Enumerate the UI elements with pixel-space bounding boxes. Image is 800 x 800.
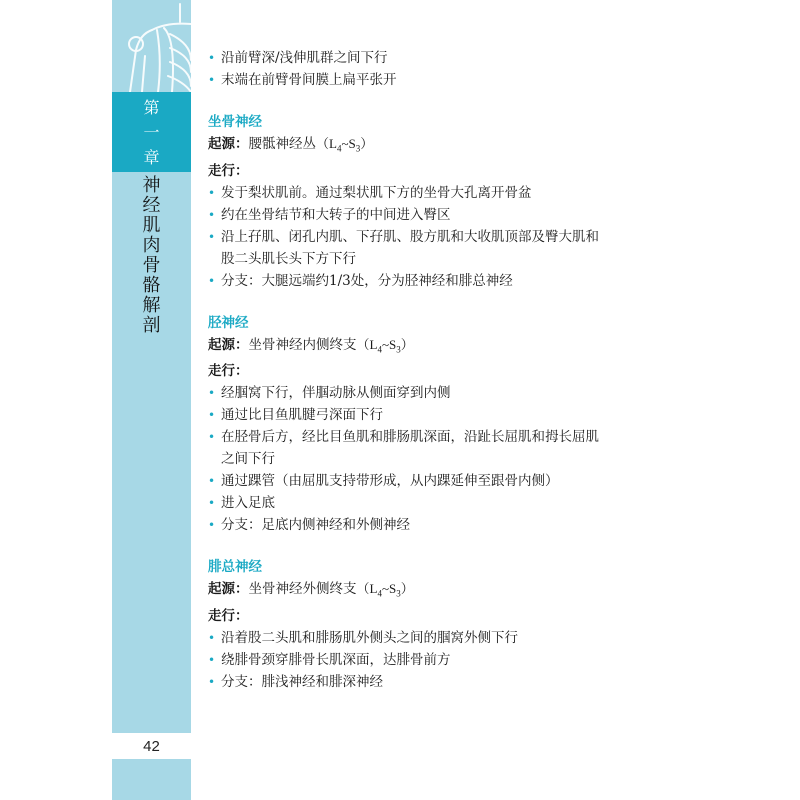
range-to-sub: 3 bbox=[396, 588, 401, 599]
origin-line bbox=[208, 578, 608, 605]
range-from: L bbox=[329, 136, 337, 151]
chapter-title-char: 肉 bbox=[142, 235, 161, 256]
range-to: S bbox=[389, 581, 397, 597]
list-item: • 末端在前臂骨间膜上扁平张开 bbox=[208, 69, 608, 91]
chapter-title-char: 肌 bbox=[142, 215, 161, 236]
list-item: • 发于梨状肌前。通过梨状肌下方的坐骨大孔离开骨盆 bbox=[208, 182, 608, 204]
skeleton-icon bbox=[112, 0, 191, 92]
list-item: • 通过踝管（由屈肌支持带形成，从内踝延伸至跟骨内侧） bbox=[208, 470, 608, 492]
intro-list bbox=[208, 47, 608, 91]
origin-label: 起源： bbox=[208, 136, 249, 152]
section-heading: 腓总神经 bbox=[208, 559, 262, 576]
range-from: L bbox=[369, 581, 378, 597]
nerve-section bbox=[208, 312, 608, 537]
list-item: • 分支：腓浅神经和腓深神经 bbox=[208, 671, 608, 693]
skeleton-illustration bbox=[112, 0, 191, 92]
range-sep: ~ bbox=[381, 581, 390, 597]
list-item: • 进入足底 bbox=[208, 492, 608, 514]
list-item: • 约在坐骨结节和大转子的中间进入臀区 bbox=[208, 204, 608, 226]
course-label: 走行： bbox=[208, 363, 249, 380]
page-number: 42 bbox=[112, 733, 191, 759]
range-from: L bbox=[369, 336, 378, 352]
spinal-range: $(L_4\sim S_3)$ bbox=[316, 136, 374, 154]
course-label: 走行： bbox=[208, 607, 249, 624]
section-heading: 胫神经 bbox=[208, 314, 249, 331]
range-to: S bbox=[389, 336, 397, 352]
list-item: • 在胫骨后方，经比目鱼肌和腓肠肌深面，沿趾长屈肌和拇长屈肌之间下行 bbox=[208, 426, 608, 470]
nerve-section bbox=[208, 111, 608, 292]
list-item: • 沿前臂深/浅伸肌群之间下行 bbox=[208, 47, 608, 69]
spinal-range: $(L_4\sim S_3)$ bbox=[356, 336, 414, 355]
nerve-section bbox=[208, 556, 608, 693]
chapter-number-box bbox=[112, 92, 191, 172]
origin-label: 起源： bbox=[208, 581, 249, 598]
range-from-sub: 4 bbox=[336, 143, 342, 154]
range-to: S bbox=[348, 136, 356, 151]
range-to-sub: 3 bbox=[355, 143, 361, 154]
chapter-title-char: 剖 bbox=[142, 315, 161, 336]
chapter-char: 一 bbox=[143, 122, 160, 142]
chapter-char: 章 bbox=[143, 147, 160, 167]
origin-text: 腰骶神经丛 bbox=[248, 136, 316, 152]
list-item: • 分支：大腿远端约1/3处，分为胫神经和腓总神经 bbox=[208, 270, 608, 292]
list-item: • 沿上孖肌、闭孔内肌、下孖肌、股方肌和大收肌顶部及臀大肌和股二头肌长头下方下行 bbox=[208, 226, 608, 270]
chapter-title-char: 神 bbox=[142, 175, 161, 196]
range-sep: ~ bbox=[341, 136, 349, 151]
page-content bbox=[208, 47, 608, 693]
origin-text: 坐骨神经外侧终支 bbox=[248, 581, 357, 598]
range-sep: ~ bbox=[381, 336, 390, 352]
chapter-title bbox=[112, 176, 191, 336]
list-item: • 经腘窝下行，伴腘动脉从侧面穿到内侧 bbox=[208, 382, 608, 404]
section-heading: 坐骨神经 bbox=[208, 114, 262, 130]
chapter-title-char: 经 bbox=[142, 195, 161, 216]
range-to-sub: 3 bbox=[396, 344, 401, 355]
range-from-sub: 4 bbox=[377, 344, 382, 355]
chapter-title-char: 骼 bbox=[142, 275, 161, 296]
origin-label: 起源： bbox=[208, 336, 249, 353]
origin-line bbox=[208, 334, 608, 361]
chapter-sidebar bbox=[112, 0, 191, 800]
list-item: • 沿着股二头肌和腓肠肌外侧头之间的腘窝外侧下行 bbox=[208, 627, 608, 649]
list-item: • 绕腓骨颈穿腓骨长肌深面，达腓骨前方 bbox=[208, 649, 608, 671]
range-from-sub: 4 bbox=[377, 588, 382, 599]
spinal-range: $(L_4\sim S_3)$ bbox=[356, 581, 414, 599]
chapter-title-char: 骨 bbox=[142, 255, 161, 276]
list-item: • 通过比目鱼肌腱弓深面下行 bbox=[208, 404, 608, 426]
origin-text: 坐骨神经内侧终支 bbox=[248, 336, 357, 353]
list-item: • 分支：足底内侧神经和外侧神经 bbox=[208, 514, 608, 536]
chapter-char: 第 bbox=[143, 97, 160, 117]
origin-line bbox=[208, 133, 608, 160]
course-label: 走行： bbox=[208, 162, 249, 179]
chapter-title-char: 解 bbox=[142, 295, 161, 316]
